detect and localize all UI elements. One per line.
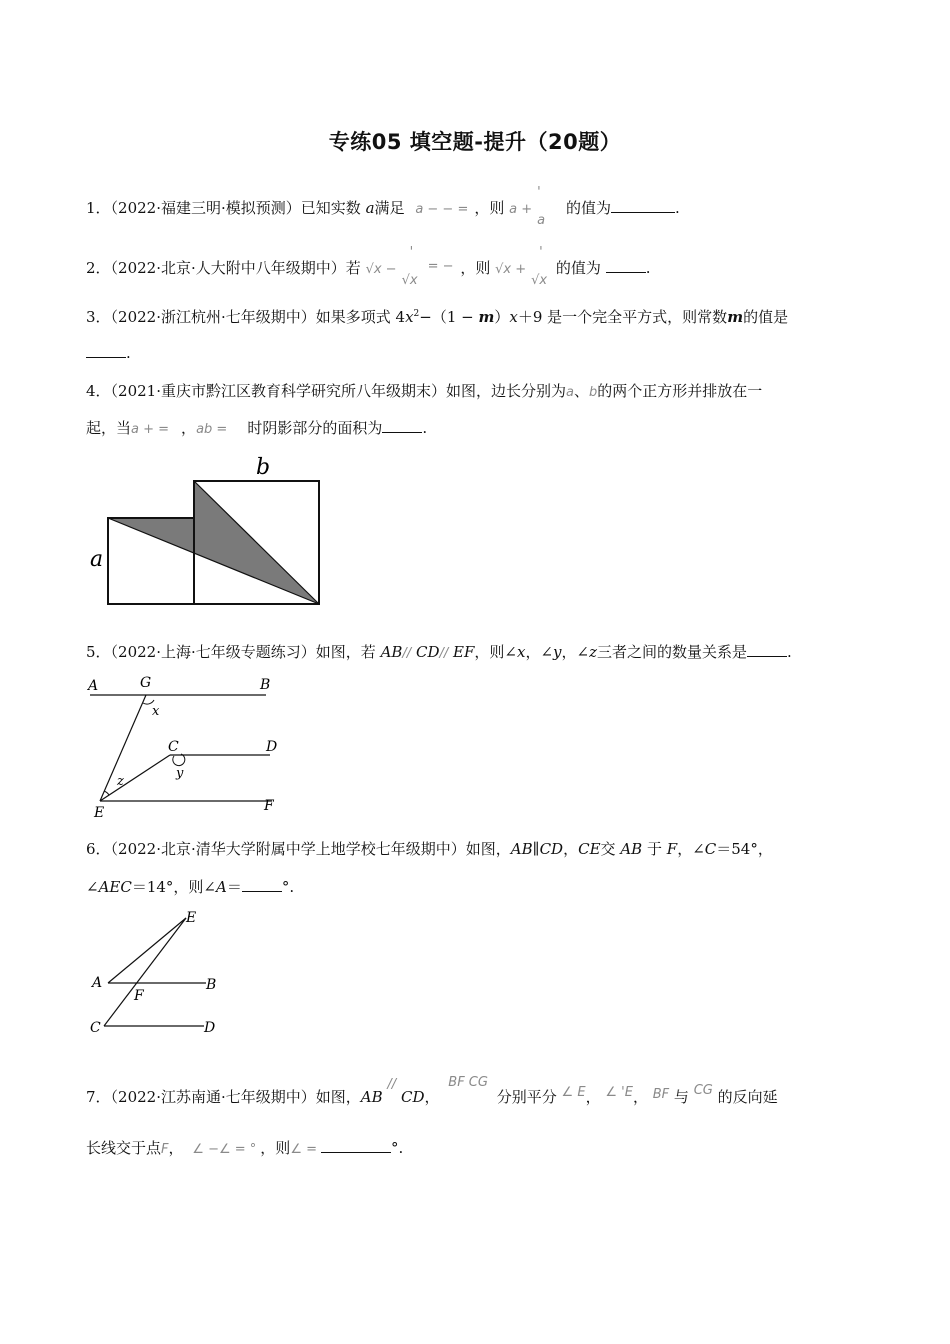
- figure-parallel-lines: [84, 670, 294, 822]
- point-G: G: [140, 675, 152, 691]
- question-7: 7．（2022·江苏南通·七年级期中）如图，AB // CD， BF CG 分别平分 ∠ E， ∠ 'E， BF 与 CG 的反向延: [86, 1075, 778, 1106]
- label-a: a: [90, 547, 104, 572]
- angle-x: x: [152, 704, 160, 719]
- point-C: C: [168, 739, 179, 755]
- point-E: E: [94, 805, 105, 821]
- point-D: D: [266, 739, 278, 755]
- point-F: F: [134, 988, 144, 1004]
- question-6: 6．（2022·北京·清华大学附属中学上地学校七年级期中）如图，AB∥CD，CE交 AB 于 F，∠C＝54°，: [86, 840, 773, 858]
- page-title: 专练05 填空题-提升（20题）: [328, 130, 622, 154]
- point-C: C: [90, 1020, 101, 1036]
- question-3: 3．（2022·浙江杭州·七年级期中）如果多项式 $4x^2-(1 - m)x+9$ 是一个完全平方式，则常数m的值是: [86, 308, 789, 326]
- point-A: A: [88, 678, 99, 694]
- point-E: E: [186, 910, 197, 926]
- angle-z: z: [117, 774, 124, 789]
- angle-y: y: [176, 766, 184, 781]
- question-1: 1．（2022·福建三明·模拟预测）已知实数 a满足 a − − = ，则 a + ' a 的值为 .: [86, 185, 680, 228]
- point-F: F: [264, 798, 274, 814]
- question-5: 5．（2022·上海·七年级专题练习）如图，若 AB// CD// EF，则∠x，∠y，∠z三者之间的数量关系是 .: [86, 643, 792, 661]
- question-7-cont: 长线交于点F， ∠ −∠ = ° ，则∠ = °.: [86, 1139, 404, 1157]
- figure-transversal: [86, 906, 236, 1038]
- question-3-answer-line: .: [86, 344, 131, 362]
- point-B: B: [260, 677, 271, 693]
- figure-squares: [80, 452, 330, 612]
- question-6-cont: ∠AEC＝14°，则∠A＝ °.: [86, 878, 295, 896]
- question-4-cont: 起，当a + = ，ab = 时阴影部分的面积为 .: [86, 419, 428, 437]
- label-b: b: [256, 455, 271, 480]
- point-A: A: [92, 975, 103, 991]
- question-4: 4．（2021·重庆市黔江区教育科学研究所八年级期末）如图，边长分别为a、b的两个正方形并排放在一: [86, 382, 763, 400]
- question-2: 2．（2022·北京·人大附中八年级期中）若 √x − ' √x = − ，则 √x + ' √x 的值为 .: [86, 245, 651, 288]
- point-B: B: [206, 977, 217, 993]
- point-D: D: [204, 1020, 216, 1036]
